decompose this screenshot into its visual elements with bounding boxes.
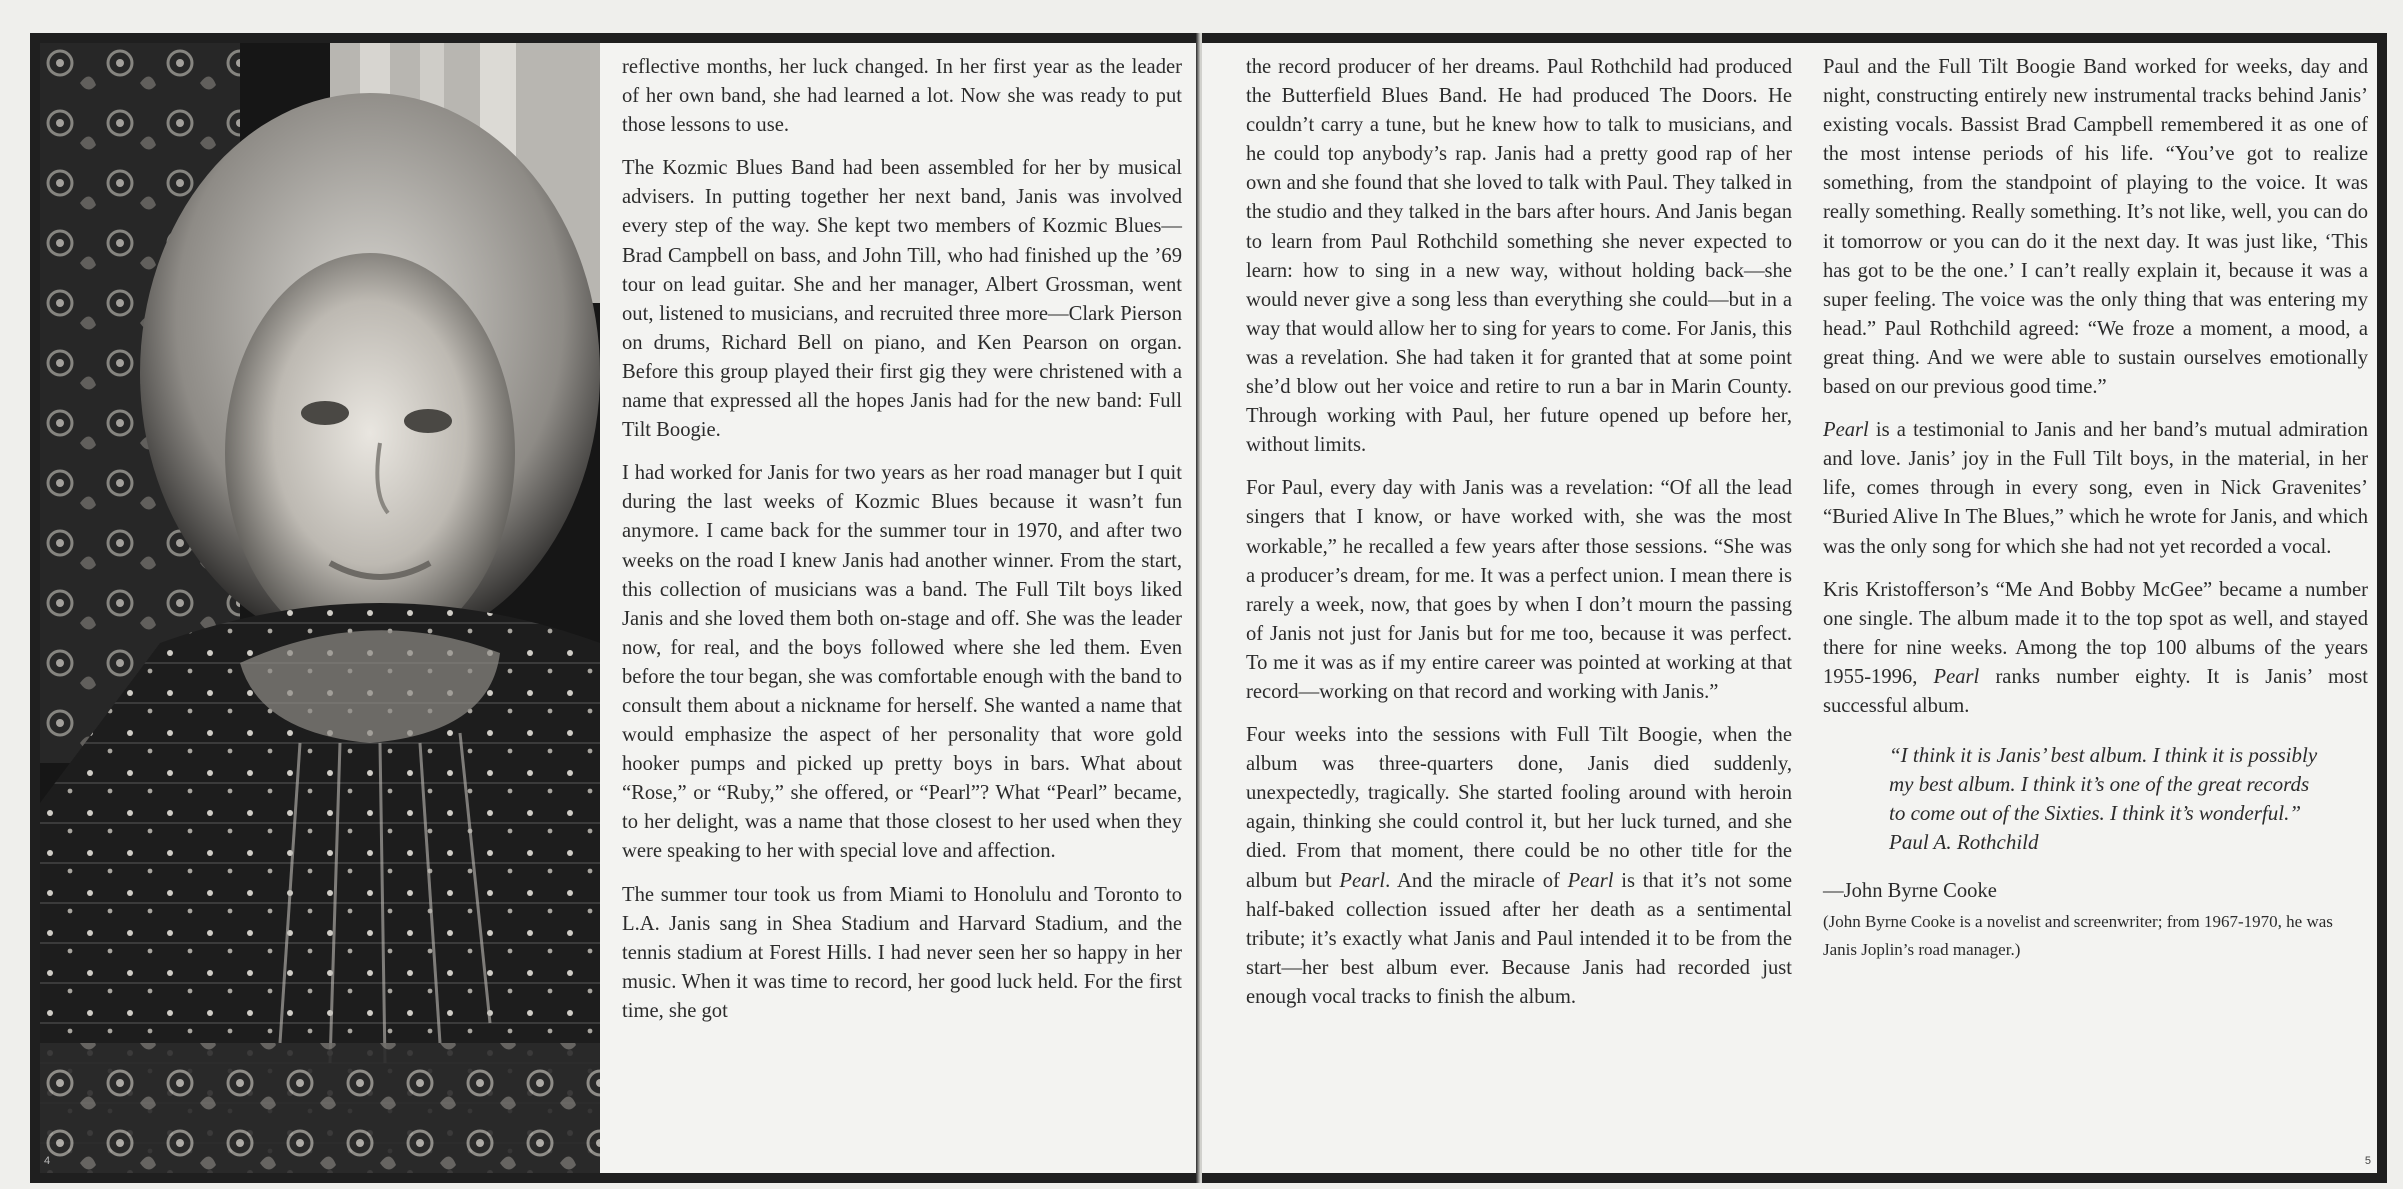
album-title-italic: Pearl [1567,869,1614,892]
portrait-illustration [40,43,600,1173]
left-page [30,33,1202,1183]
paragraph: Paul and the Full Tilt Boogie Band worked for weeks, day and night, constructing entirely new instrumental tracks behind Janis’ existing vocals. Bassist Brad Campbell remembered it as one of the most intense periods of his life. “You’ve got to realize something, from the standpoint of playing to the voice. It was really something. Really something. It’s not like, well, you can do it tomorrow or you can do it the next day. It was just like, ‘This has got to be the one.’ I can’t really explain it, because it was a super feeling. The voice was the only thing that was entering my head.” Paul Rothchild agreed: “We froze a moment, a mood, a great thing. And we were able to sustain ourselves emotionally based on our previous good time.” [1823,56,2368,399]
album-title-italic: Pearl [1823,419,1869,442]
page-number-left: 4 [44,1155,51,1167]
author-signature: —John Byrne Cooke [1823,880,1997,903]
paragraph: The summer tour took us from Miami to Honolulu and Toronto to L.A. Janis sang in Shea Stadium and Harvard Stadium, and the tennis stadium at Forest Hills. I had never seen her so happy in her music. When it was time to record, her good luck held. For the first time, she got [622,883,1182,1022]
text-run: is that it’s not some half-baked collection issued after her death as a sentimental tribute; it’s exactly what Janis and Paul intended it to be from the start—her best album ever. Because Janis had recorded just enough vocal tracks to finish the album. [1246,869,1792,1008]
portrait-photo [40,43,600,1173]
paragraph: the record producer of her dreams. Paul Rothchild had produced the Butterfield Blues Band. He had produced The Doors. He couldn’t carry a tune, but he knew how to talk to musicians, and he could top anybody’s rap. Janis had a pretty good rap of her own and she found that she loved to talk with Paul. They talked in the studio and they talked in the bars after hours. And Janis began to learn from Paul Rothchild something she never expected to learn: how to sing in a new way, without holding back—she would never give a song less than everything she could—but in a way that would allow her to sing for years to come. For Janis, this was a revelation. She had taken it for granted that at some point she’d blow out her voice and retire to run a bar in Marin County. Through working with Paul, her future opened up before her, without limits. [1246,56,1792,457]
text-run: ranks number eighty. It is Janis’ most successful album. [1823,665,2368,717]
text-run: Kris Kristofferson’s “Me And Bobby McGee” became a number one single. The album made it to the top spot as well, and stayed there for nine weeks. Among the top 100 albums of the years 1955-1996, [1823,578,2368,688]
pull-quote: “I think it is Janis’ best album. I think it is possibly my best album. I think it’s one of the great records to come out of the Sixties. I think it’s wonderful.” Paul A. Rothchild [1889,743,2318,855]
paragraph: For Paul, every day with Janis was a revelation: “Of all the lead singers that I know, or have worked with, she was the most workable,” he recalled a few years after those sessions. “She was a producer’s dream, for me. It was a perfect union. I mean there is rarely a week, now, that goes by when I don’t mourn the passing of Janis not just for Janis but for me too, because it was perfect. To me it was as if my entire career was pointed at working at that record—working on that record and working with Janis.” [1246,477,1792,703]
page-number-right: 5 [2364,1155,2371,1167]
left-page-inner [40,43,1202,1173]
paragraph: reflective months, her luck changed. In her first year as the leader of her own band, she had learned a lot. Now she was ready to put those lessons to use. [622,56,1182,137]
text-run: . And the miracle of [1385,869,1568,892]
paragraph: I had worked for Janis for two years as her road manager but I quit during the last weeks of Kozmic Blues because it wasn’t fun anymore. I came back for the summer tour in 1970, and after two weeks on the road I knew Janis had another winner. From the start, this collection of musicians was a band. The Full Tilt boys liked Janis and she loved them both on-stage and off. She was the leader now, for real, and the boys followed where she led them. Even before the tour began, she was comfortable enough with the band to consult them about a nickname for herself. She wanted a name that would emphasize the aspect of her personality that wore gold hooker pumps and picked up pretty boys in bars. What about “Rose,” or “Ruby,” she offered, or “Pearl”? What “Pearl” became, to her delight, was a name that those closest to her used when they were speaking to her with special love and affection. [622,462,1182,863]
right-text-column [1823,53,2368,964]
right-page [1202,33,2387,1183]
paragraph [1246,721,1792,1012]
paragraph [1823,416,2368,561]
left-text-column [622,53,1182,1040]
right-page-inner [1202,43,2377,1173]
middle-text-column [1246,53,1792,1026]
text-run: is a testimonial to Janis and her band’s mutual admiration and love. Janis’ joy in the Full Tilt boys, in the material, in her life, comes through in every song, even in Nick Gravenites’ “Buried Alive In The Blues,” which he wrote for Janis, and which was the only song for which she had not yet recorded a vocal. [1823,419,2368,558]
paragraph [1823,576,2368,721]
album-title-italic: Pearl [1933,665,1980,688]
album-title-italic: Pearl [1339,869,1386,892]
text-run: Four weeks into the sessions with Full Tilt Boogie, when the album was three-quarters done, Janis died suddenly, unexpectedly, tragically. She started fooling around with heroin again, thinking she could control it, but her luck turned, and she died. From that moment, there could be no other title for the album but [1246,724,1792,892]
author-note: (John Byrne Cooke is a novelist and screenwriter; from 1967-1970, he was Janis Joplin’s road manager.) [1823,912,2333,960]
paragraph: The Kozmic Blues Band had been assembled for her by musical advisers. In putting together her next band, Janis was involved every step of the way. She kept two members of Kozmic Blues—Brad Campbell on bass, and John Till, who had finished up the ’69 tour on lead guitar. She and her manager, Albert Grossman, went out, listened to musicians, and recruited three more—Clark Pierson on drums, Richard Bell on piano, and Ken Pearson on organ. Before this group played their first gig they were christened with a name that expressed all the hopes Janis had for the new band: Full Tilt Boogie. [622,157,1182,442]
